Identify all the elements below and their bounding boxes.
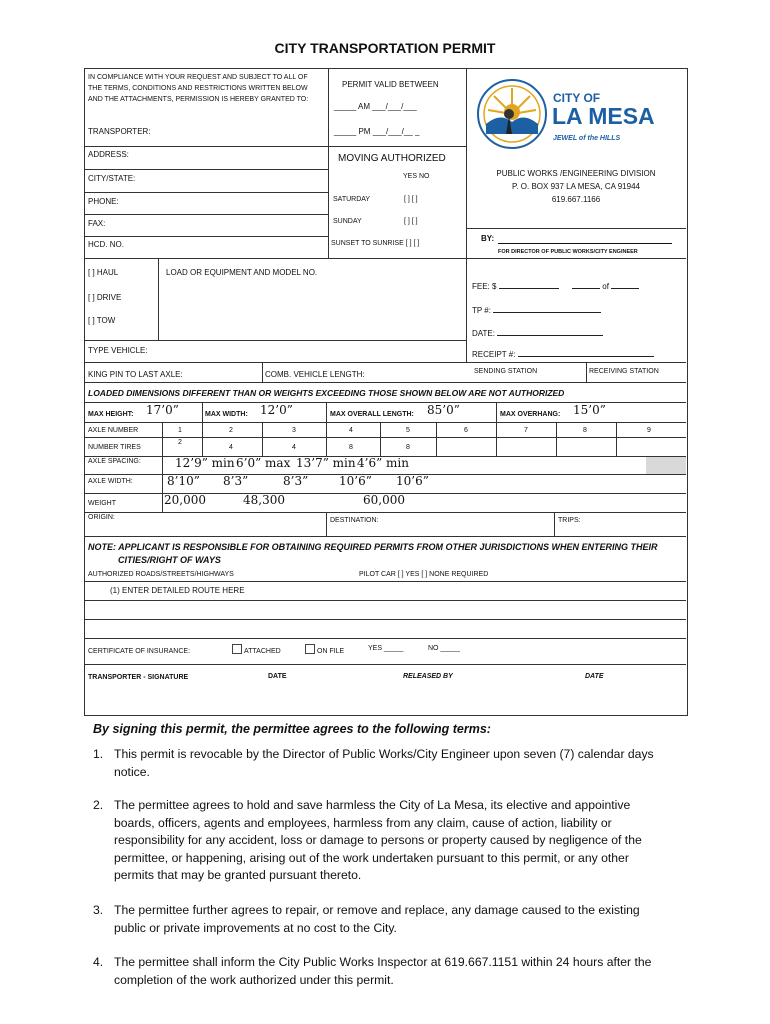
moving-yes-no: YES NO [403, 173, 430, 180]
checkbox-icon [232, 644, 242, 654]
term-line: permits that may be granted pursuant thereto. [114, 868, 362, 882]
receiving-station[interactable]: RECEIVING STATION [589, 368, 659, 375]
term-line: responsibility for any accident, loss or damage to persons or property caused by negligence of the [114, 833, 642, 847]
insurance-yes[interactable]: YES _____ [368, 645, 404, 652]
jurisdiction-note-1: NOTE: APPLICANT IS RESPONSIBLE FOR OBTAINING REQUIRED PERMITS FROM OTHER JURISDICTIONS WHEN ENTERING THEIR [88, 542, 658, 552]
number-tires-label: NUMBER TIRES [88, 444, 141, 451]
max-overhang-label: MAX OVERHANG: [500, 411, 561, 418]
axle-number-cell: 1 [178, 427, 182, 434]
axle-width-cell[interactable]: 8’3” [223, 474, 249, 488]
spacing-cell[interactable]: 13’7” min [296, 456, 356, 470]
load-equipment-label[interactable]: LOAD OR EQUIPMENT AND MODEL NO. [166, 268, 318, 277]
destination-label[interactable]: DESTINATION: [330, 517, 379, 524]
type-vehicle-label[interactable]: TYPE VEHICLE: [88, 346, 148, 355]
authorized-roads-label: AUTHORIZED ROADS/STREETS/HIGHWAYS [88, 571, 234, 578]
weight-cell[interactable]: 60,000 [363, 493, 405, 507]
trips-label[interactable]: TRIPS: [558, 517, 581, 524]
term-line: The permittee further agrees to repair, or remove and replace, any damage caused to the existing [114, 903, 640, 917]
signature-date[interactable]: DATE [268, 673, 287, 680]
term-line: public or private improvements at no cost to the City. [114, 920, 397, 935]
fax-label[interactable]: FAX: [88, 219, 106, 228]
city-seal-logo [476, 78, 548, 150]
term-number: 4. [93, 955, 104, 969]
page-title: CITY TRANSPORTATION PERMIT [274, 40, 496, 56]
logo-la-mesa: LA MESA [552, 103, 655, 129]
tow-option[interactable]: [ ] TOW [88, 316, 116, 325]
max-height-value[interactable]: 17’0” [146, 403, 179, 417]
attached-text: ATTACHED [244, 648, 281, 655]
address-label[interactable]: ADDRESS: [88, 150, 129, 159]
intro-line-3: AND THE ATTACHMENTS, PERMISSION IS HEREBY GRANTED TO: [88, 96, 309, 103]
spacing-cell[interactable]: 4’6” min [357, 456, 409, 470]
logo-tagline: JEWEL of the HILLS [553, 135, 621, 142]
intro-line-2: THE TERMS, CONDITIONS AND RESTRICTIONS WRITTEN BELOW [88, 85, 308, 92]
weight-cell[interactable]: 48,300 [243, 493, 285, 507]
axle-number-cell: 3 [292, 427, 296, 434]
insurance-no[interactable]: NO _____ [428, 645, 460, 652]
tires-cell[interactable]: 8 [349, 444, 353, 451]
max-height-label: MAX HEIGHT: [88, 411, 134, 418]
by-label: BY: [481, 234, 495, 243]
weight-label: WEIGHT [88, 500, 116, 507]
insurance-label: CERTIFICATE OF INSURANCE: [88, 648, 191, 655]
term-line: This permit is revocable by the Director of Public Works/City Engineer upon seven (7) calendar days [114, 747, 654, 761]
by-caption: FOR DIRECTOR OF PUBLIC WORKS/CITY ENGINEER [498, 249, 638, 255]
on-file-checkbox[interactable] [305, 644, 344, 657]
transporter-label[interactable]: TRANSPORTER: [88, 127, 151, 136]
division-line-3: 619.667.1166 [551, 195, 601, 204]
hcd-label[interactable]: HCD. NO. [88, 240, 124, 249]
tp-label: TP #: [472, 306, 491, 315]
term-line: The permittee agrees to hold and save harmless the City of La Mesa, its elective and appointive [114, 798, 631, 812]
axle-number-cell: 2 [229, 427, 233, 434]
attached-checkbox[interactable] [232, 644, 281, 657]
loaded-dimensions-note: LOADED DIMENSIONS DIFFERENT THAN OR WEIGHTS EXCEEDING THOSE SHOWN BELOW ARE NOT AUTHORIZED [88, 388, 565, 398]
saturday-boxes[interactable]: [ ] [ ] [404, 196, 418, 203]
released-by[interactable]: RELEASED BY [403, 673, 453, 680]
axle-number-cell: 6 [464, 427, 468, 434]
date-field[interactable] [472, 327, 603, 339]
term-number: 3. [93, 903, 104, 917]
division-line-1: PUBLIC WORKS /ENGINEERING DIVISION [496, 169, 656, 178]
origin-label[interactable]: ORIGIN: [88, 514, 115, 521]
shaded-cell [646, 457, 686, 474]
sunset-to-sunrise[interactable]: SUNSET TO SUNRISE [ ] [ ] [331, 240, 420, 247]
tires-cell[interactable]: 2 [178, 439, 182, 446]
route-entry[interactable]: (1) ENTER DETAILED ROUTE HERE [110, 586, 245, 595]
term-line: The permittee shall inform the City Public Works Inspector at 619.667.1151 within 24 hours after the [114, 955, 652, 969]
sending-station[interactable]: SENDING STATION [474, 368, 538, 375]
receipt-label: RECEIPT #: [472, 350, 516, 359]
axle-width-cell[interactable]: 8’3” [283, 474, 309, 488]
permit-valid-am[interactable]: _____ AM ___/___/___ [334, 102, 417, 111]
permit-valid-pm[interactable]: _____ PM ___/___/__ _ [334, 127, 420, 136]
fee-text: FEE: $ [472, 282, 497, 291]
transporter-signature[interactable]: TRANSPORTER - SIGNATURE [88, 674, 189, 681]
sunday-boxes[interactable]: [ ] [ ] [404, 218, 418, 225]
receipt-field[interactable] [472, 348, 654, 360]
tires-cell[interactable]: 4 [229, 444, 233, 451]
axle-width-cell[interactable]: 10’6” [396, 474, 429, 488]
permit-valid-label: PERMIT VALID BETWEEN [342, 80, 439, 89]
jurisdiction-note-2: CITIES/RIGHT OF WAYS [118, 555, 221, 565]
pilot-car-options[interactable]: PILOT CAR [ ] YES [ ] NONE REQUIRED [359, 571, 489, 578]
term-number: 1. [93, 747, 104, 761]
kingpin-label[interactable]: KING PIN TO LAST AXLE: [88, 370, 183, 379]
spacing-cell[interactable]: 6’0” max [236, 456, 291, 470]
spacing-cell[interactable]: 12’9” min [175, 456, 235, 470]
max-overhang-value[interactable]: 15’0” [573, 403, 606, 417]
max-length-value[interactable]: 85’0” [427, 403, 460, 417]
moving-title: MOVING AUTHORIZED [338, 153, 446, 164]
tires-cell[interactable]: 4 [292, 444, 296, 451]
checkbox-icon [305, 644, 315, 654]
division-line-2: P. O. BOX 937 LA MESA, CA 91944 [512, 182, 640, 191]
axle-width-cell[interactable]: 10’6” [339, 474, 372, 488]
max-length-label: MAX OVERALL LENGTH: [330, 411, 414, 418]
axle-number-cell: 4 [349, 427, 353, 434]
date-label: DATE: [472, 329, 495, 338]
axle-number-cell: 5 [406, 427, 410, 434]
city-state-label[interactable]: CITY/STATE: [88, 174, 136, 183]
comb-length-label[interactable]: COMB. VEHICLE LENGTH: [265, 370, 365, 379]
by-signature-line[interactable] [498, 243, 672, 244]
fee-label[interactable] [472, 280, 639, 292]
on-file-text: ON FILE [317, 648, 345, 655]
max-width-value[interactable]: 12’0” [260, 403, 293, 417]
drive-option[interactable]: [ ] DRIVE [88, 293, 122, 302]
axle-number-cell: 7 [524, 427, 528, 434]
term-line: boards, officers, agents and employees, harmless from any claim, cause of action, liability or [114, 815, 612, 830]
axle-width-cell[interactable]: 8’10” [167, 474, 200, 488]
saturday-label: SATURDAY [333, 196, 371, 203]
axle-number-label: AXLE NUMBER [88, 427, 139, 434]
term-line: notice. [114, 764, 150, 779]
tires-cell[interactable]: 8 [406, 444, 410, 451]
phone-label[interactable]: PHONE: [88, 197, 119, 206]
max-width-label: MAX WIDTH: [205, 411, 248, 418]
axle-spacing-label: AXLE SPACING: [88, 458, 141, 465]
axle-number-cell: 9 [647, 427, 651, 434]
term-number: 2. [93, 798, 104, 812]
haul-option[interactable]: [ ] HAUL [88, 268, 119, 277]
logo-city-of: CITY OF [553, 91, 601, 105]
term-line: completion of the work authorized under this permit. [114, 972, 394, 987]
axle-number-cell: 8 [583, 427, 587, 434]
tp-field[interactable] [472, 304, 601, 316]
axle-width-label: AXLE WIDTH: [88, 478, 133, 485]
fee-of: of [602, 282, 609, 291]
sunday-label: SUNDAY [333, 218, 362, 225]
release-date[interactable]: DATE [585, 673, 604, 680]
terms-heading: By signing this permit, the permittee agrees to the following terms: [93, 722, 491, 736]
weight-cell[interactable]: 20,000 [164, 493, 206, 507]
term-line: permittee, or happening, arising out of the work undertaken pursuant to this permit, or any other [114, 850, 629, 865]
intro-line-1: IN COMPLIANCE WITH YOUR REQUEST AND SUBJECT TO ALL OF [88, 74, 308, 81]
